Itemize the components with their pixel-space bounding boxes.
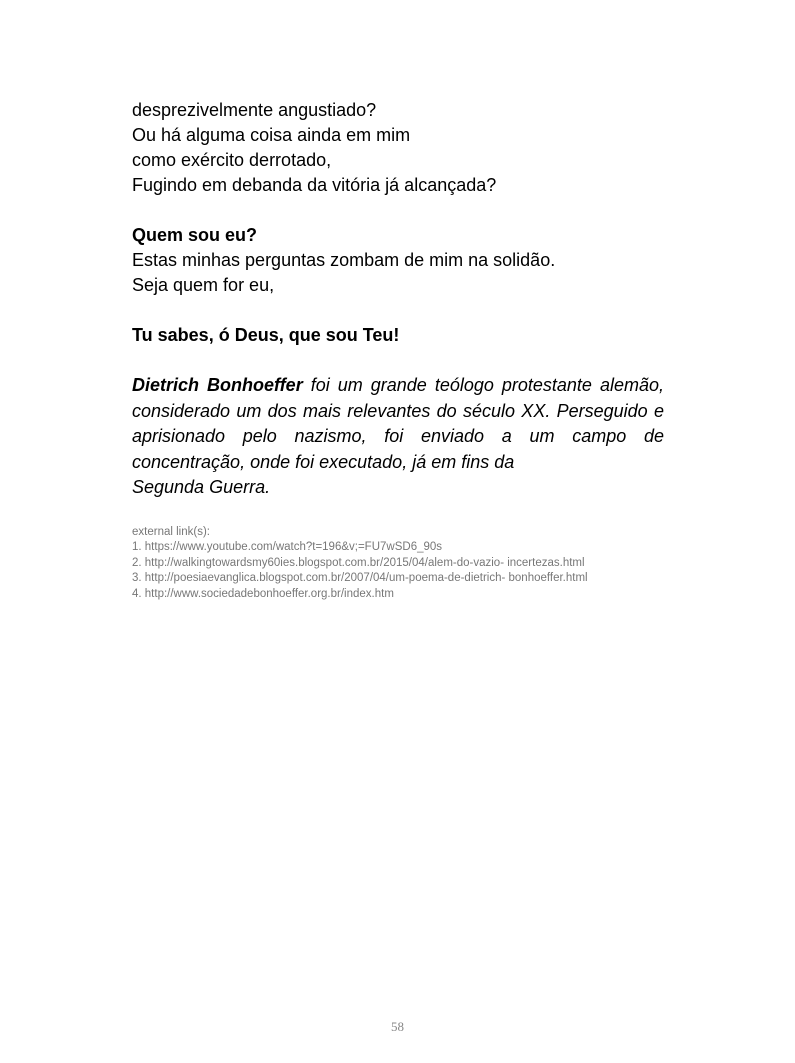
poem-line: Ou há alguma coisa ainda em mim (132, 125, 411, 145)
poem-line: Seja quem for eu, (132, 275, 275, 295)
poem-stanza-1 (132, 98, 664, 198)
poem-line: Fugindo em debanda da vitória já alcançada? (132, 175, 497, 195)
poem-closing-line: Tu sabes, ó Deus, que sou Teu! (132, 325, 400, 345)
external-link[interactable]: 2. http://walkingtowardsmy60ies.blogspot.com.br/2015/04/alem-do-vazio- incertezas.html (132, 556, 585, 569)
page-number: 58 (391, 1019, 404, 1034)
external-links (132, 525, 664, 603)
poem-line: Estas minhas perguntas zombam de mim na solidão. (132, 250, 556, 270)
poem-line: desprezivelmente angustiado? (132, 100, 377, 120)
poem-closing-stanza (132, 323, 664, 348)
external-link[interactable]: 1. https://www.youtube.com/watch?t=196&v;=FU7wSD6_90s (132, 541, 443, 553)
author-bio-last-line: Segunda Guerra. (132, 477, 271, 497)
author-name: Dietrich Bonhoeffer (132, 375, 303, 395)
author-bio (132, 373, 664, 501)
external-links-label: external link(s): (132, 525, 210, 538)
poem-heading: Quem sou eu? (132, 225, 258, 245)
external-link[interactable]: 3. http://poesiaevanglica.blogspot.com.br/2007/04/um-poema-de-dietrich- bonhoeffer.html (132, 572, 588, 584)
page-content (132, 98, 664, 602)
author-bio-text: foi um grande teólogo protestante alemão, considerado um dos mais relevantes do século XX. Perseguido e aprisionado pelo nazismo, foi enviado a um campo de concentração, onde foi executado, já em fins da (132, 375, 664, 472)
external-link[interactable]: 4. http://www.sociedadebonhoeffer.org.br/index.htm (132, 587, 394, 600)
poem-stanza-2 (132, 223, 664, 298)
poem-line: como exército derrotado, (132, 150, 332, 170)
